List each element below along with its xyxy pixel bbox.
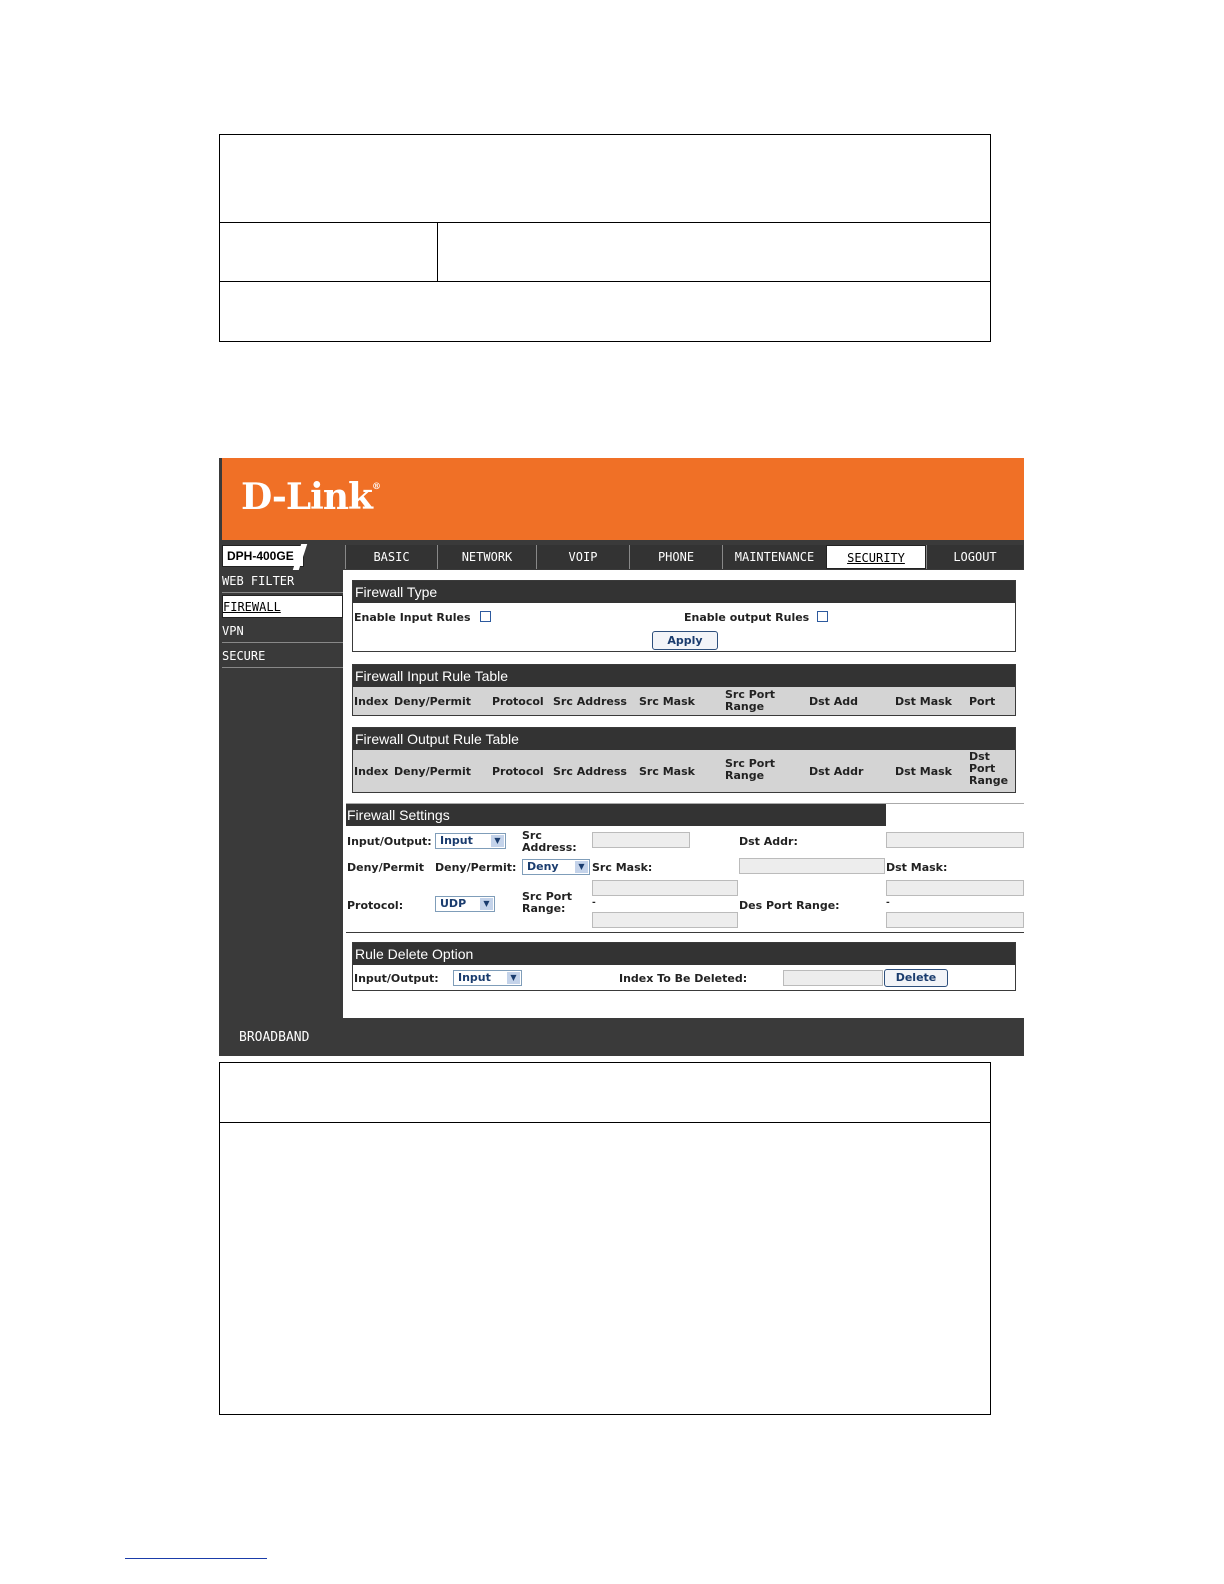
io-label: Input/Output:: [347, 835, 432, 848]
des-port-range-label: Des Port Range:: [739, 899, 840, 912]
src-port-start-input[interactable]: [592, 880, 738, 896]
enable-input-rules-label: Enable Input Rules: [354, 611, 471, 624]
tab-phone[interactable]: PHONE: [629, 545, 722, 569]
firewall-settings-panel: [346, 803, 1024, 933]
dlink-logo: D-Link®: [241, 476, 380, 518]
delete-io-select[interactable]: Input ▼: [453, 970, 522, 986]
tab-voip[interactable]: VOIP: [536, 545, 629, 569]
doc-table-top-vdivider: [437, 222, 438, 282]
sidebar-item-firewall[interactable]: FIREWALL: [222, 595, 343, 618]
dst-addr-label: Dst Addr:: [739, 835, 798, 848]
deny-permit-label-2: Deny/Permit:: [435, 861, 517, 874]
col-src-port-range: Src Port Range: [725, 688, 775, 713]
src-address-input[interactable]: [592, 832, 690, 848]
firewall-settings-title: Firewall Settings: [346, 804, 886, 826]
firewall-type-panel: [352, 580, 1016, 652]
output-rule-table: [352, 727, 1016, 793]
col-port: Port: [969, 695, 996, 708]
src-address-label: Src Address:: [522, 829, 577, 854]
input-rule-table-title: Firewall Input Rule Table: [353, 665, 1015, 687]
input-rule-header-row: [353, 687, 1015, 715]
col-dst-mask: Dst Mask: [895, 765, 952, 778]
sidebar: [222, 570, 343, 1018]
rule-delete-panel: [352, 942, 1016, 991]
dst-addr-input[interactable]: [886, 832, 1024, 848]
enable-output-rules-checkbox[interactable]: [817, 611, 828, 622]
delete-io-label: Input/Output:: [354, 972, 439, 985]
device-web-ui-screenshot: [219, 458, 1024, 1056]
col-dst-add: Dst Add: [809, 695, 859, 708]
src-port-range-label: Src Port Range:: [522, 890, 572, 915]
output-rule-header-row: [353, 750, 1015, 792]
chevron-down-icon: ▼: [480, 898, 493, 910]
doc-table-bottom: [219, 1062, 991, 1415]
protocol-select[interactable]: UDP ▼: [435, 896, 495, 912]
tab-basic[interactable]: BASIC: [345, 545, 437, 569]
tab-logout[interactable]: LOGOUT: [926, 545, 1023, 569]
protocol-label: Protocol:: [347, 899, 404, 912]
col-src-address: Src Address: [553, 695, 627, 708]
des-port-dash: -: [886, 898, 890, 908]
col-index: Index: [354, 695, 389, 708]
tab-security[interactable]: SECURITY: [826, 545, 926, 569]
src-mask-input[interactable]: [739, 858, 885, 874]
sidebar-item-vpn[interactable]: VPN: [222, 620, 343, 643]
apply-button[interactable]: Apply: [652, 631, 718, 650]
chevron-down-icon: ▼: [491, 835, 504, 847]
col-src-address: Src Address: [553, 765, 627, 778]
src-mask-label: Src Mask:: [592, 861, 653, 874]
model-badge: DPH-400GE: [222, 545, 304, 567]
enable-output-rules-label: Enable output Rules: [684, 611, 810, 624]
delete-button[interactable]: Delete: [884, 969, 948, 987]
doc-table-top-divider-2: [219, 281, 991, 282]
index-to-delete-input[interactable]: [783, 970, 883, 986]
output-rule-table-title: Firewall Output Rule Table: [353, 728, 1015, 750]
chevron-down-icon: ▼: [507, 972, 520, 984]
rule-delete-title: Rule Delete Option: [353, 943, 1015, 965]
src-port-end-input[interactable]: [592, 912, 738, 928]
main-content: [343, 570, 1024, 1018]
sidebar-item-secure[interactable]: SECURE: [222, 645, 343, 668]
dst-mask-input[interactable]: [886, 880, 1024, 896]
des-port-end-input[interactable]: [886, 912, 1024, 928]
col-protocol: Protocol: [492, 695, 544, 708]
col-dst-port-range: Dst Port Range: [969, 750, 1009, 787]
tab-maintenance[interactable]: MAINTENANCE: [722, 545, 826, 569]
enable-input-rules-checkbox[interactable]: [480, 611, 491, 622]
sidebar-item-web-filter[interactable]: WEB FILTER: [222, 570, 343, 593]
footer-bar: [222, 1020, 1024, 1056]
col-deny-permit: Deny/Permit: [394, 765, 472, 778]
col-src-mask: Src Mask: [639, 765, 695, 778]
deny-permit-label: Deny/Permit: [347, 861, 425, 874]
io-select[interactable]: Input ▼: [435, 833, 506, 849]
col-protocol: Protocol: [492, 765, 544, 778]
header-banner: [222, 458, 1024, 540]
top-nav: [219, 542, 1024, 570]
doc-table-bottom-divider: [219, 1122, 991, 1123]
deny-permit-select[interactable]: Deny ▼: [522, 859, 590, 875]
input-rule-table: [352, 664, 1016, 716]
col-deny-permit: Deny/Permit: [394, 695, 472, 708]
dst-mask-label: Dst Mask:: [886, 861, 948, 874]
col-src-mask: Src Mask: [639, 695, 695, 708]
src-port-dash: -: [592, 898, 596, 908]
chevron-down-icon: ▼: [575, 861, 588, 873]
col-dst-addr: Dst Addr: [809, 765, 864, 778]
footnote-rule: [125, 1558, 267, 1559]
col-dst-mask: Dst Mask: [895, 695, 952, 708]
col-index: Index: [354, 765, 389, 778]
footer-label: BROADBAND: [239, 1030, 310, 1045]
doc-table-top-divider-1: [219, 222, 991, 223]
firewall-type-title: Firewall Type: [353, 581, 1015, 603]
tab-network[interactable]: NETWORK: [437, 545, 536, 569]
col-src-port-range: Src Port Range: [725, 757, 775, 782]
doc-table-top: [219, 134, 991, 342]
index-to-delete-label: Index To Be Deleted:: [619, 972, 748, 985]
